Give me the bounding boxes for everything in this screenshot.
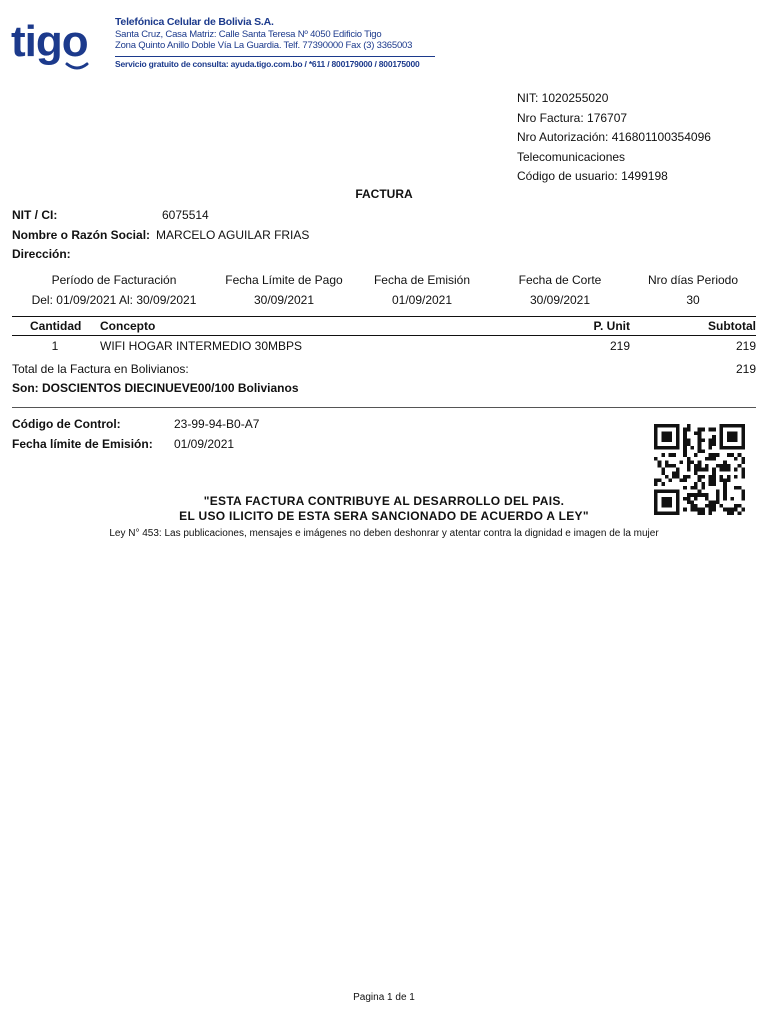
billing-period-value: Del: 01/09/2021 Al: 30/09/2021 (31, 292, 197, 307)
name-label: Nombre o Razón Social: (12, 227, 151, 242)
total-value: 219 (735, 362, 756, 376)
control-code-label: Código de Control: (12, 417, 121, 431)
tigo-logo-text: tigo (11, 17, 88, 66)
company-name: Telefónica Celular de Bolivia S.A. (115, 16, 274, 28)
nit-value: 6075514 (162, 208, 209, 222)
tigo-logo (11, 12, 93, 76)
cut-date (496, 271, 624, 310)
invoice-title: FACTURA (355, 187, 413, 201)
item-qty: 1 (51, 339, 59, 353)
company-info (115, 17, 435, 70)
amount-in-words: Son: DOSCIENTOS DIECINUEVE00/100 Bolivianos (12, 381, 299, 395)
authorization-number: Nro Autorización: 416801100354096 (517, 130, 711, 144)
emission-limit-label: Fecha límite de Emisión: (12, 436, 153, 451)
period-days (634, 271, 752, 310)
col-unit-header: P. Unit (593, 319, 630, 333)
cut-date-value: 30/09/2021 (529, 292, 591, 307)
address-label: Dirección: (12, 247, 71, 261)
control-block (12, 415, 259, 454)
slogan-line-2: EL USO ILICITO DE ESTA SERA SANCIONADO DE ACUERDO A LEY" (179, 509, 589, 523)
issuer-nit: NIT: 1020255020 (517, 91, 609, 105)
period-days-value: 30 (686, 292, 700, 307)
issuer-block (517, 89, 711, 187)
table-top-rule (12, 316, 756, 317)
control-code-value: 23-99-94-B0-A7 (174, 417, 260, 431)
table-header-rule (12, 335, 756, 336)
law-notice: Ley N° 453: Las publicaciones, mensajes e imágenes no deben deshonrar y atentar contra la dignidad e imagen de la mujer (109, 528, 659, 539)
period-days-label: Nro días Periodo (647, 273, 739, 287)
service-line: Servicio gratuito de consulta: ayuda.tigo.com.bo / *611 / 800179000 / 800175000 (115, 56, 435, 71)
company-address-1: Santa Cruz, Casa Matriz: Calle Santa Teresa Nº 4050 Edificio Tigo (115, 28, 382, 40)
invoice-number: Nro Factura: 176707 (517, 110, 628, 125)
col-qty-header: Cantidad (30, 319, 82, 333)
page-number: Pagina 1 de 1 (353, 992, 415, 1003)
item-unit-price: 219 (609, 339, 630, 353)
slogan-line-1: "ESTA FACTURA CONTRIBUYE AL DESARROLLO DEL PAIS. (203, 494, 565, 508)
issue-date-label: Fecha de Emisión (373, 273, 471, 287)
slogan (0, 494, 768, 524)
user-code: Código de usuario: 1499198 (517, 169, 668, 183)
billing-period-label: Período de Facturación (51, 273, 177, 287)
due-date-label: Fecha Límite de Pago (225, 273, 343, 287)
cut-date-label: Fecha de Corte (518, 273, 602, 287)
item-concept: WIFI HOGAR INTERMEDIO 30MBPS (100, 339, 303, 353)
col-subtotal-header: Subtotal (708, 319, 756, 333)
issue-date-value: 01/09/2021 (391, 292, 453, 307)
issue-date (358, 271, 486, 310)
nit-label: NIT / CI: (12, 208, 58, 222)
activity: Telecomunicaciones (517, 149, 626, 164)
name-value: MARCELO AGUILAR FRIAS (156, 227, 310, 242)
item-subtotal: 219 (735, 339, 756, 353)
due-date-value: 30/09/2021 (253, 292, 315, 307)
customer-block (12, 206, 309, 265)
emission-limit-value: 01/09/2021 (174, 436, 235, 451)
due-date (214, 271, 354, 310)
billing-period (14, 271, 214, 310)
totals-rule (12, 407, 756, 408)
company-address-2: Zona Quinto Anillo Doble Vía La Guardia. Telf. 77390000 Fax (3) 3365003 (115, 40, 413, 51)
total-label: Total de la Factura en Bolivianos: (12, 362, 189, 376)
col-concept-header: Concepto (100, 319, 156, 333)
